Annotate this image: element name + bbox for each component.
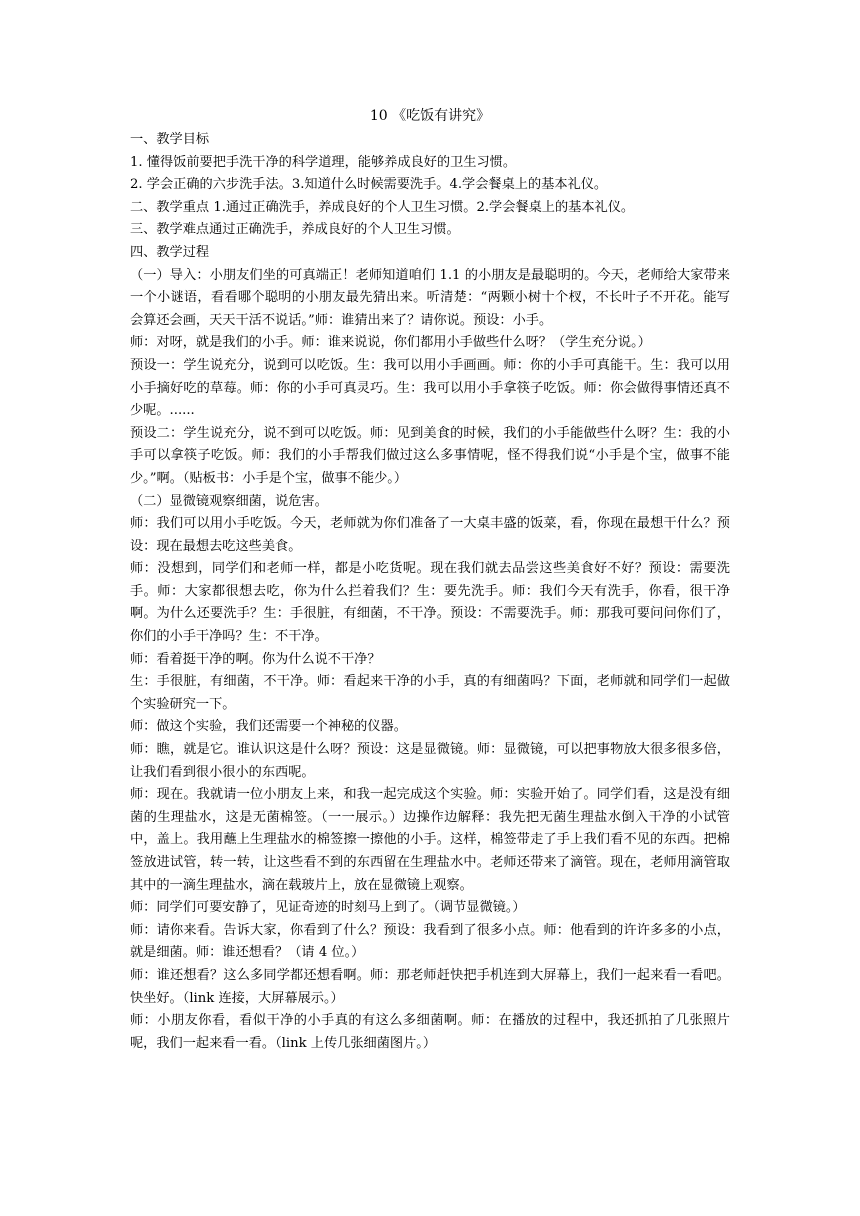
paragraph-dialogue: 师：对呀，就是我们的小手。师：谁来说说，你们都用小手做些什么呀？（学生充分说。） bbox=[130, 335, 651, 351]
section-heading-microscope: （二）显微镜观察细菌，说危害。 bbox=[130, 493, 328, 509]
heading-teaching-goals: 一、教学目标 bbox=[130, 132, 210, 147]
paragraph-dialogue: 师：同学们可要安静了，见证奇迹的时刻马上到了。（调节显微镜。） bbox=[130, 900, 526, 916]
paragraph-dialogue: 师：小朋友你看，看似干净的小手真的有这么多细菌啊。师：在播放的过程中，我还抓拍了几张照片呢，我们一起来看一看。（link 上传几张细菌图片。） bbox=[130, 1013, 730, 1051]
paragraph-dialogue: 生：手很脏，有细菌，不干净。师：看起来干净的小手，真的有细菌吗？下面，老师就和同学们一起做个实验研究一下。 bbox=[130, 674, 730, 712]
paragraph-scenario-one: 预设一：学生说充分，说到可以吃饭。生：我可以用小手画画。师：你的小手可真能干。生：我可以用小手摘好吃的草莓。师：你的小手可真灵巧。生：我可以用小手拿筷子吃饭。师：你会做得事情还真不少呢。...... bbox=[130, 357, 730, 419]
heading-key-points: 二、教学重点 1.通过正确洗手，养成良好的个人卫生习惯。2.学会餐桌上的基本礼仪。 bbox=[130, 199, 635, 215]
paragraph-dialogue: 师：没想到，同学们和老师一样，都是小吃货呢。现在我们就去品尝这些美食好不好？预设：需要洗手。师：大家都很想去吃，你为什么拦着我们？生：要先洗手。师：我们今天有洗手，你看，很干净啊。为什么还要洗手？生：手很脏，有细菌，不干净。预设：不需要洗手。师：那我可要问问你们了，你们的小手干净吗？生：不干净。 bbox=[130, 561, 730, 645]
heading-teaching-process: 四、教学过程 bbox=[130, 244, 210, 260]
goal-item-1: 1. 懂得饭前要把手洗干净的科学道理，能够养成良好的卫生习惯。 bbox=[130, 154, 517, 170]
paragraph-dialogue: 师：看着挺干净的啊。你为什么说不干净？ bbox=[130, 651, 381, 667]
paragraph-dialogue: 师：请你来看。告诉大家，你看到了什么？预设：我看到了很多小点。师：他看到的许许多多的小点，就是细菌。师：谁还想看？（请 4 位。） bbox=[130, 922, 730, 961]
paragraph-dialogue: 师：做这个实验，我们还需要一个神秘的仪器。 bbox=[130, 719, 407, 735]
goal-item-2: 2. 学会正确的六步洗手法。3.知道什么时候需要洗手。4.学会餐桌上的基本礼仪。 bbox=[130, 177, 608, 193]
paragraph-dialogue: 师：我们可以用小手吃饭。今天，老师就为你们准备了一大桌丰盛的饭菜，看，你现在最想干什么？预设：现在最想去吃这些美食。 bbox=[130, 516, 730, 554]
document-title: 10 《吃饭有讲究》 bbox=[369, 108, 491, 124]
paragraph-scenario-two: 预设二：学生说充分，说不到可以吃饭。师：见到美食的时候，我们的小手能做些什么呀？生：我的小手可以拿筷子吃饭。师：我们的小手帮我们做过这么多事情呢，怪不得我们说“小手是个宝，做事不能少。”啊。（贴板书：小手是个宝，做事不能少。） bbox=[130, 425, 730, 486]
paragraph-experiment: 师：现在。我就请一位小朋友上来，和我一起完成这个实验。师：实验开始了。同学们看，这是没有细菌的生理盐水，这是无菌棉签。（一一展示。）边操作边解释：我先把无菌生理盐水倒入干净的小试管中，盖上。我用蘸上生理盐水的棉签擦一擦他的小手。这样，棉签带走了手上我们看不见的东西。把棉签放进试管，转一转，让这些看不到的东西留在生理盐水中。老师还带来了滴管。现在，老师用滴管取其中的一滴生理盐水，滴在载玻片上，放在显微镜上观察。 bbox=[130, 787, 730, 893]
paragraph-introduction: （一）导入：小朋友们坐的可真端正！老师知道咱们 1.1 的小朋友是最聪明的。今天，老师给大家带来一个小谜语，看看哪个聪明的小朋友最先猜出来。听清楚：“两颗小树十个杈，不长叶子不开花。能写会算还会画，天天干活不说话。”师：谁猜出来了？请你说。预设：小手。 bbox=[130, 267, 730, 328]
heading-difficulties: 三、教学难点通过正确洗手，养成良好的个人卫生习惯。 bbox=[130, 222, 460, 238]
document-body bbox=[130, 129, 730, 1055]
paragraph-dialogue: 师：谁还想看？这么多同学都还想看啊。师：那老师赶快把手机连到大屏幕上，我们一起来看一看吧。快坐好。（link 连接，大屏幕展示。） bbox=[130, 967, 730, 1006]
paragraph-dialogue: 师：瞧，就是它。谁认识这是什么呀？预设：这是显微镜。师：显微镜，可以把事物放大很多很多倍，让我们看到很小很小的东西呢。 bbox=[130, 742, 730, 780]
